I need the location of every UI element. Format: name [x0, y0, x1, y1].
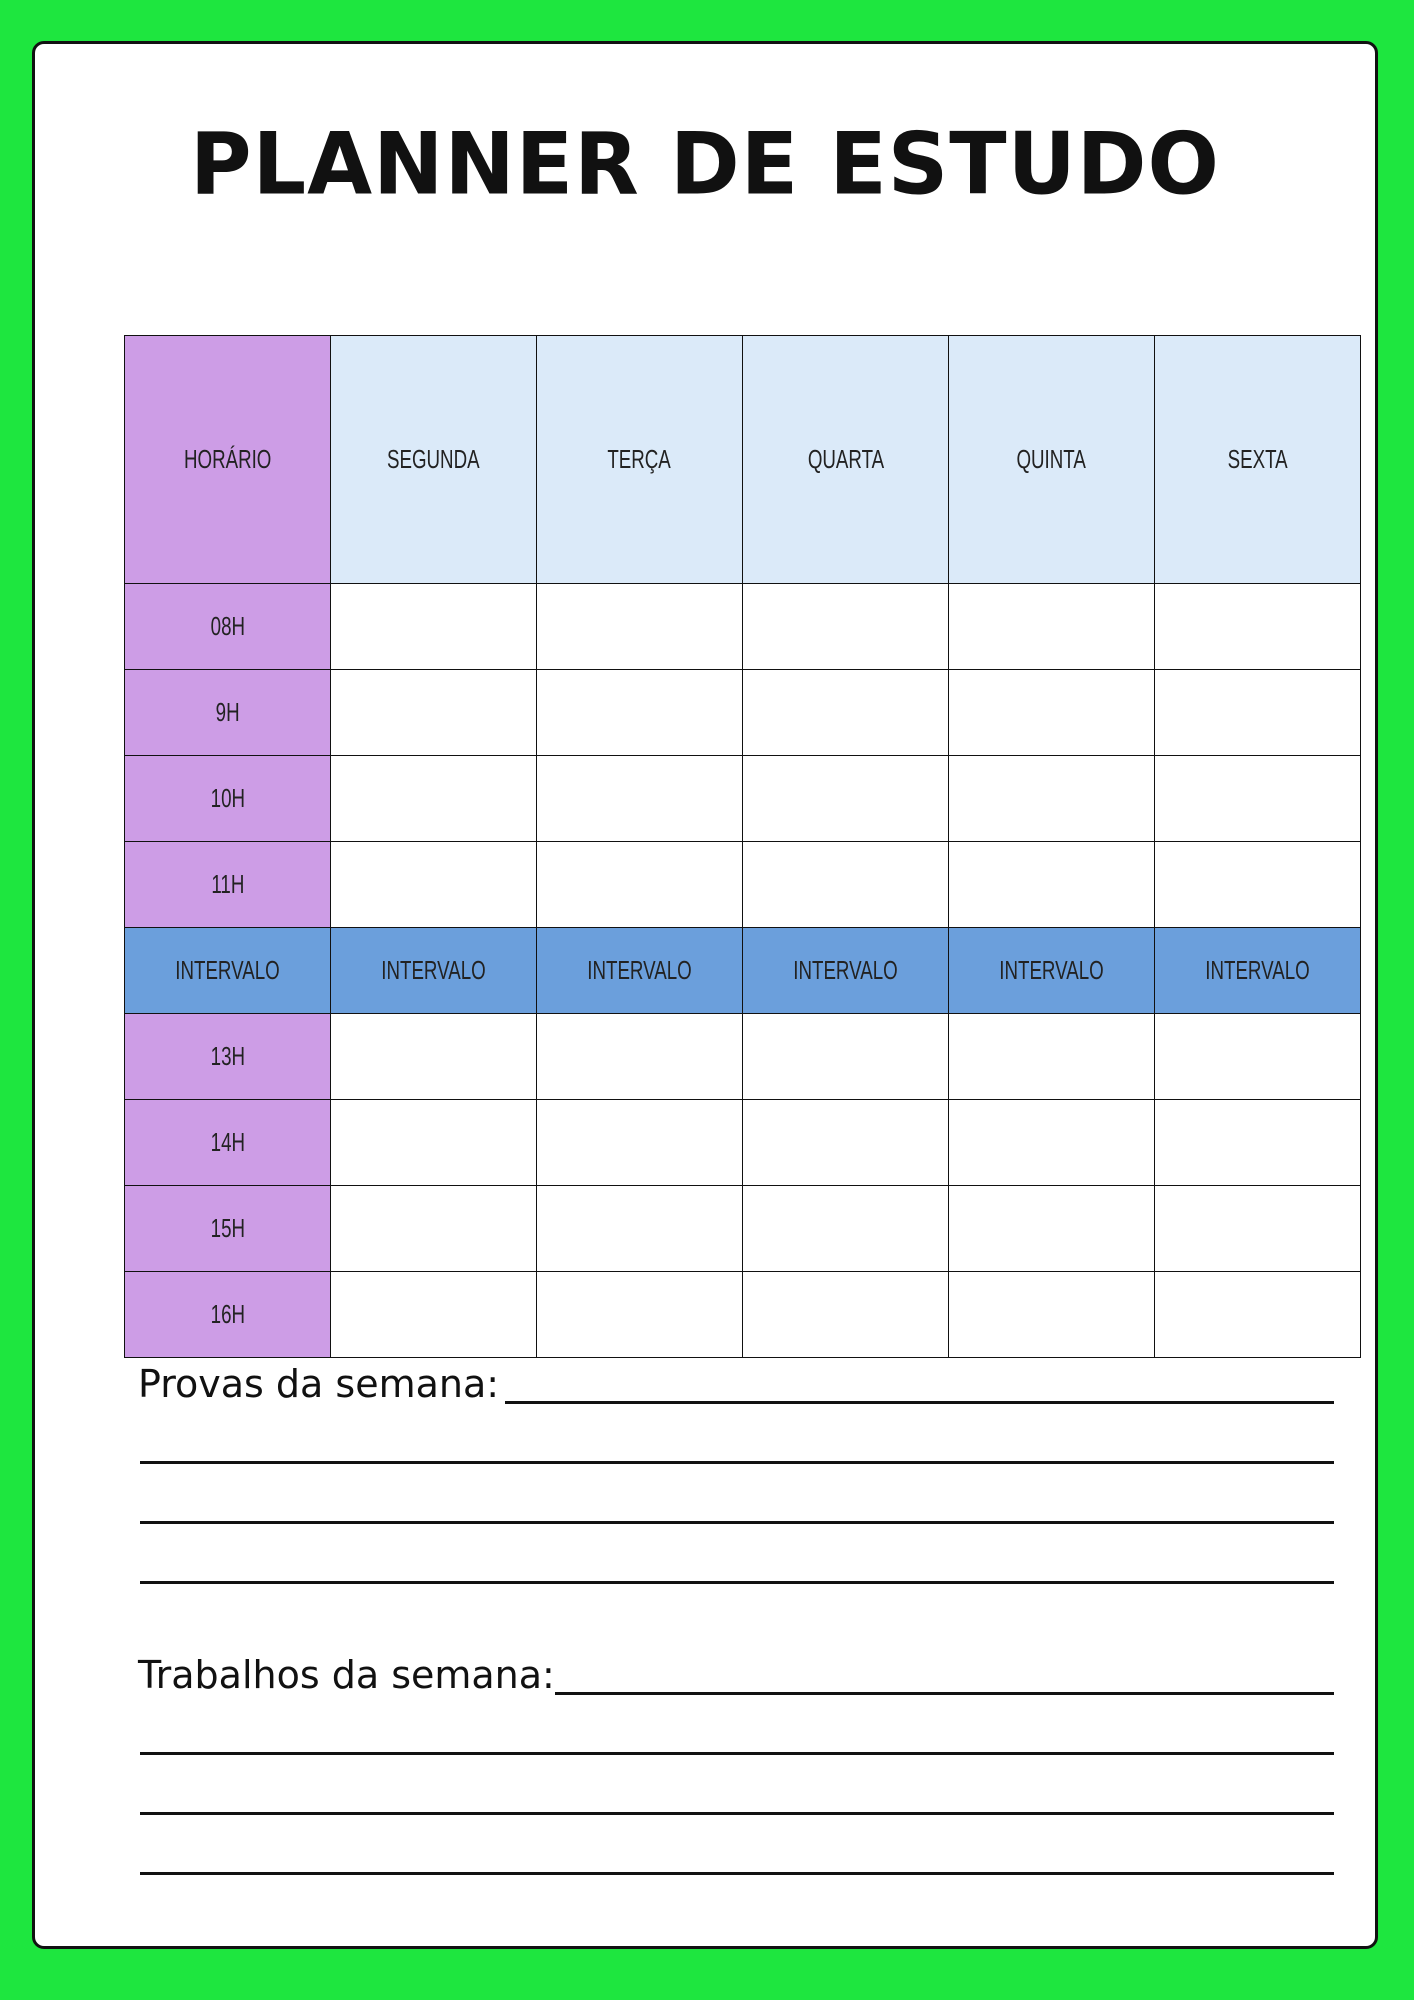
- schedule-cell[interactable]: [1155, 756, 1361, 842]
- schedule-cell[interactable]: [331, 1100, 537, 1186]
- schedule-cell[interactable]: [949, 842, 1155, 928]
- break-cell: INTERVALO: [1155, 928, 1361, 1014]
- hour-label: 9H: [125, 670, 331, 756]
- writing-line-row[interactable]: [138, 1534, 1338, 1594]
- hour-label: 15H: [125, 1186, 331, 1272]
- schedule-cell[interactable]: [331, 756, 537, 842]
- header-day: TERÇA: [537, 336, 743, 584]
- writing-line-row[interactable]: [138, 1414, 1338, 1474]
- writing-line-row[interactable]: [138, 1765, 1338, 1825]
- hour-label: 16H: [125, 1272, 331, 1358]
- schedule-cell[interactable]: [331, 1272, 537, 1358]
- schedule-cell[interactable]: [331, 670, 537, 756]
- break-cell: INTERVALO: [331, 928, 537, 1014]
- writing-line[interactable]: [140, 1581, 1334, 1584]
- schedule-cell[interactable]: [743, 1272, 949, 1358]
- table-header-row: [125, 336, 1361, 584]
- header-horario: HORÁRIO: [125, 336, 331, 584]
- schedule-cell[interactable]: [743, 584, 949, 670]
- schedule-cell[interactable]: [537, 584, 743, 670]
- exams-label: Provas da semana:: [138, 1362, 500, 1406]
- schedule-cell[interactable]: [1155, 1186, 1361, 1272]
- table-row: [125, 842, 1361, 928]
- assignments-first-line[interactable]: [138, 1645, 1338, 1705]
- schedule-cell[interactable]: [949, 756, 1155, 842]
- header-day: SEXTA: [1155, 336, 1361, 584]
- writing-line-row[interactable]: [138, 1474, 1338, 1534]
- schedule-cell[interactable]: [949, 1100, 1155, 1186]
- assignments-section: [138, 1645, 1338, 1885]
- schedule-cell[interactable]: [331, 1014, 537, 1100]
- header-day: QUARTA: [743, 336, 949, 584]
- table-row: [125, 756, 1361, 842]
- break-row: [125, 928, 1361, 1014]
- writing-line-row[interactable]: [138, 1825, 1338, 1885]
- schedule-cell[interactable]: [949, 1186, 1155, 1272]
- table-row: [125, 1100, 1361, 1186]
- writing-line[interactable]: [140, 1461, 1334, 1464]
- schedule-cell[interactable]: [949, 1014, 1155, 1100]
- schedule-cell[interactable]: [743, 842, 949, 928]
- schedule-cell[interactable]: [743, 756, 949, 842]
- page-title: PLANNER DE ESTUDO: [190, 114, 1220, 214]
- schedule-cell[interactable]: [743, 1100, 949, 1186]
- writing-line[interactable]: [505, 1401, 1334, 1404]
- break-cell: INTERVALO: [743, 928, 949, 1014]
- header-day: QUINTA: [949, 336, 1155, 584]
- hour-label: 08H: [125, 584, 331, 670]
- writing-line[interactable]: [140, 1872, 1334, 1875]
- table-row: [125, 670, 1361, 756]
- table-row: [125, 584, 1361, 670]
- writing-line-row[interactable]: [138, 1705, 1338, 1765]
- table-row: [125, 1014, 1361, 1100]
- writing-line[interactable]: [140, 1812, 1334, 1815]
- schedule-cell[interactable]: [331, 1186, 537, 1272]
- schedule-cell[interactable]: [743, 1186, 949, 1272]
- break-cell: INTERVALO: [537, 928, 743, 1014]
- header-day: SEGUNDA: [331, 336, 537, 584]
- break-cell: INTERVALO: [125, 928, 331, 1014]
- exams-first-line[interactable]: [138, 1354, 1338, 1414]
- schedule-cell[interactable]: [949, 670, 1155, 756]
- writing-line[interactable]: [140, 1752, 1334, 1755]
- schedule-cell[interactable]: [537, 1014, 743, 1100]
- exams-section: [138, 1354, 1338, 1594]
- writing-line[interactable]: [140, 1521, 1334, 1524]
- schedule-cell[interactable]: [331, 584, 537, 670]
- hour-label: 13H: [125, 1014, 331, 1100]
- schedule-cell[interactable]: [537, 842, 743, 928]
- schedule-cell[interactable]: [1155, 1100, 1361, 1186]
- assignments-label: Trabalhos da semana:: [138, 1653, 555, 1697]
- writing-line[interactable]: [555, 1692, 1334, 1695]
- schedule-cell[interactable]: [537, 1272, 743, 1358]
- schedule-cell[interactable]: [331, 842, 537, 928]
- schedule-cell[interactable]: [537, 670, 743, 756]
- schedule-cell[interactable]: [1155, 670, 1361, 756]
- hour-label: 10H: [125, 756, 331, 842]
- hour-label: 11H: [125, 842, 331, 928]
- schedule-cell[interactable]: [743, 1014, 949, 1100]
- table-row: [125, 1186, 1361, 1272]
- schedule-cell[interactable]: [537, 1100, 743, 1186]
- schedule-cell[interactable]: [537, 1186, 743, 1272]
- schedule-cell[interactable]: [537, 756, 743, 842]
- schedule-cell[interactable]: [1155, 1014, 1361, 1100]
- schedule-table: [124, 335, 1361, 1358]
- schedule-cell[interactable]: [949, 1272, 1155, 1358]
- schedule-cell[interactable]: [743, 670, 949, 756]
- table-row: [125, 1272, 1361, 1358]
- break-cell: INTERVALO: [949, 928, 1155, 1014]
- schedule-cell[interactable]: [1155, 1272, 1361, 1358]
- hour-label: 14H: [125, 1100, 331, 1186]
- schedule-cell[interactable]: [1155, 584, 1361, 670]
- schedule-cell[interactable]: [1155, 842, 1361, 928]
- planner-sheet: [32, 41, 1378, 1949]
- schedule-cell[interactable]: [949, 584, 1155, 670]
